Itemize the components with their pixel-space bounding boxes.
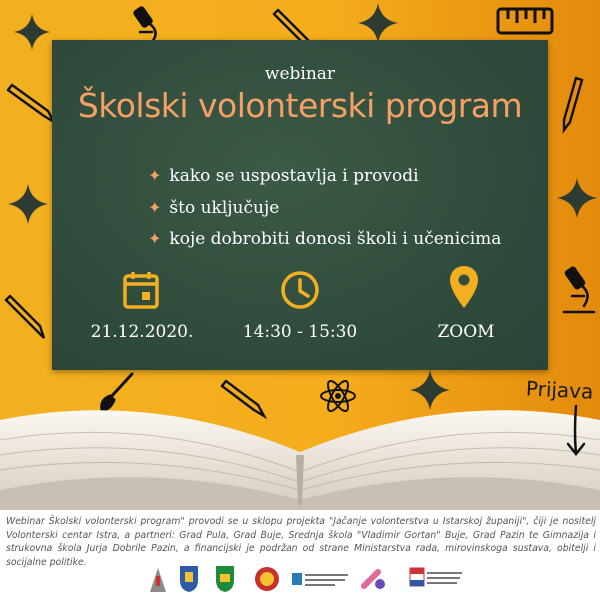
open-book-image [0, 380, 600, 515]
pen-icon [2, 292, 50, 342]
event-type: webinar [264, 64, 336, 84]
event-date: 21.12.2020. [90, 322, 194, 342]
partner-logo [214, 564, 236, 594]
arrow-down-icon [564, 404, 588, 458]
sparkle-icon: ✦ [148, 166, 162, 185]
sparkle-icon: ✦ [148, 229, 162, 248]
topic-item: ✦ kako se uspostavlja i provodi [148, 166, 419, 186]
sparkle-icon: ✦ [148, 198, 162, 217]
sparkle-icon [8, 184, 48, 224]
page-title: Školski volonterski program [77, 86, 523, 125]
partner-logo [146, 564, 170, 594]
topic-item: ✦ koje dobrobiti donosi školi i učenicima [148, 229, 502, 249]
topic-item: ✦ što uključuje [148, 198, 280, 218]
microscope-icon [556, 262, 600, 318]
ruler-icon [496, 6, 554, 36]
registration-link[interactable]: Prijava [525, 376, 594, 404]
partner-logo [178, 564, 200, 594]
location-pin-icon [448, 264, 480, 310]
sparkle-icon [358, 3, 398, 43]
event-location: ZOOM [437, 322, 495, 342]
sparkle-icon [14, 14, 50, 50]
footer-text: Webinar Školski volonterski program" provodi se u sklopu projekta "Jačanje volonterstva u Istarskoj županiji", čiji je nositelj Volonterski centar Istra, a partneri: Grad Pula, Grad Buje, Srednja škola "Vladimir Gortan" Buje, Grad Pazin te Gimnazija i strukovna škola Jurja Dobrile Pazin, a financijski je podržan od strane Ministarstva rada, mirovinskoga sustava, obitelji i socijalne politike. [6, 516, 596, 568]
clock-icon [280, 270, 320, 310]
partner-logo [254, 564, 280, 594]
sparkle-icon [557, 178, 597, 218]
calendar-icon [122, 270, 160, 310]
partner-logo [290, 564, 350, 594]
partner-logo [356, 564, 390, 594]
event-time: 14:30 - 15:30 [242, 322, 358, 342]
partner-logo [408, 564, 464, 594]
